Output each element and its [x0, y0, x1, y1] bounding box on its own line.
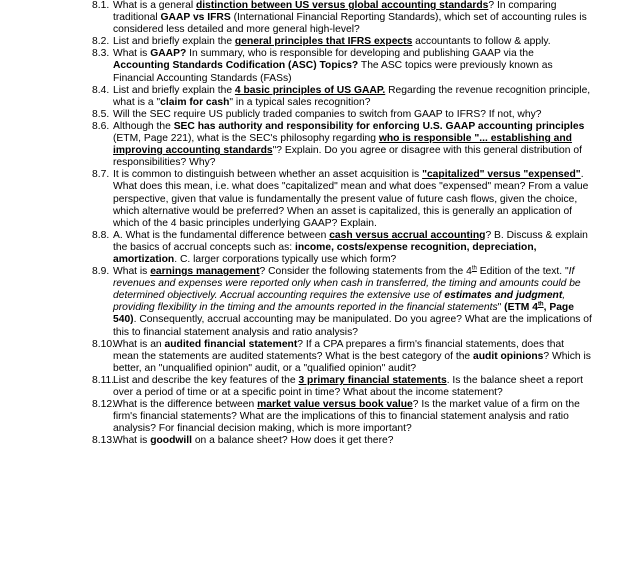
question-item — [92, 339, 592, 375]
question-text: List and briefly explain the — [113, 84, 235, 96]
question-text: 4 basic principles of US GAAP. — [234, 84, 386, 96]
question-text: If revenues and expenses were reported only when cash in transferred, the timing and amounts could be determined objectively. Accrual accounting requires the extensive use of — [113, 266, 581, 302]
question-number: 8.5. — [92, 108, 110, 120]
question-text: "? Explain. Do you agree or disagree with this general distribution of responsibilities? Why? — [113, 145, 582, 169]
question-text: goodwill — [150, 435, 192, 447]
question-text: GAAP vs IFRS — [160, 12, 231, 24]
question-text: " — [497, 302, 505, 314]
question-text: What is — [113, 435, 151, 447]
question-text: ? B. Discuss & explain the basics of accrual concepts such as: — [113, 229, 588, 253]
question-text: accountants to follow & apply. — [412, 36, 551, 48]
question-item — [92, 266, 592, 339]
question-item — [92, 169, 592, 229]
question-item — [92, 0, 592, 36]
question-text: th — [537, 301, 544, 308]
question-item — [92, 435, 592, 447]
question-text: What is a general — [113, 0, 196, 11]
question-text: earnings management — [150, 266, 260, 278]
question-text: A. What is the fundamental difference between — [113, 229, 330, 241]
question-text: What is the difference between — [113, 399, 258, 411]
question-item — [92, 48, 592, 84]
question-text: (International Financial Reporting Standards), which set of accounting rules is considered less detailed and more general high-level? — [113, 12, 587, 36]
question-number: 8.3. — [92, 48, 110, 60]
question-item — [92, 121, 592, 169]
question-text: What is an — [113, 338, 165, 350]
question-text: market value versus book value — [257, 399, 413, 411]
question-number: 8.11. — [92, 374, 115, 386]
question-text: List and briefly explain the — [113, 36, 235, 48]
question-text: Regarding the revenue recognition principle, what is a " — [113, 84, 591, 108]
question-text: What is — [113, 266, 151, 278]
question-text: audited financial statement — [164, 338, 298, 350]
question-text: ? Is the market value of a firm on the firm's financial statements? What are the implications of this to financial statement analysis and ratio analysis? For financial decision making, which is more important? — [113, 399, 580, 435]
question-text: . C. larger corporations typically use which form? — [174, 253, 397, 265]
question-text: SEC has authority and responsibility for enforcing U.S. GAAP accounting principles — [173, 120, 585, 132]
question-text: claim for cash — [160, 96, 230, 108]
question-text: List and describe the key features of the — [113, 374, 299, 386]
question-number: 8.1. — [92, 0, 110, 11]
question-text: (ETM 4 — [504, 302, 538, 314]
question-text: " in a typical sales recognition? — [229, 96, 371, 108]
question-text: income, costs/expense recognition, depreciation, amortization — [113, 241, 537, 265]
question-text: Will the SEC require US publicly traded companies to switch from GAAP to IFRS? If not, why? — [113, 108, 542, 120]
question-text: It is common to distinguish between whether an asset acquisition is — [113, 169, 423, 181]
question-number: 8.9. — [92, 266, 110, 278]
question-text: ? Consider the following statements from the 4 — [259, 266, 472, 278]
question-text: ? Which is better, an "unqualified opinion" audit, or a "qualified opinion" audit? — [113, 350, 591, 374]
question-text: "capitalized" versus "expensed" — [422, 169, 581, 181]
question-text: th — [471, 265, 477, 272]
question-text: , Page 540) — [113, 302, 574, 326]
question-text: In summary, who is responsible for developing and publishing GAAP via the — [186, 48, 534, 60]
question-number: 8.13. — [92, 435, 115, 447]
question-text: general principles that IFRS expects — [234, 36, 413, 48]
question-item — [92, 109, 592, 121]
question-number: 8.10. — [92, 338, 115, 350]
question-number: 8.7. — [92, 169, 110, 181]
question-text: Although the — [113, 120, 174, 132]
question-item — [92, 399, 592, 435]
question-item — [92, 36, 592, 48]
question-text: Accounting Standards Codification (ASC) Topics? — [113, 60, 359, 72]
question-text: on a balance sheet? How does it get there? — [191, 435, 394, 447]
question-text: . What does this mean, i.e. what does "capitalized" mean and what does "expensed" mean? From a value perspective, given that value is fundamentally the present value of future cash flows, given the choice, which alternative would be preferred? When an asset is capitalized, this is generally an application of which of the 4 basic principles underlying GAAP? Explain. — [113, 169, 589, 229]
question-number: 8.8. — [92, 229, 110, 241]
question-text: The ASC topics were previously known as Financial Accounting Standards (FASs) — [113, 60, 553, 84]
question-text: GAAP? — [150, 48, 187, 60]
question-text: ? If a CPA prepares a firm's financial statements, does that mean the statements are audited statements? What is the best category of the — [113, 338, 565, 362]
question-text: distinction between US versus global accounting standards — [196, 0, 489, 11]
question-text: (ETM, Page 221), what is the SEC's philosophy regarding — [113, 133, 379, 145]
question-text: audit opinions — [473, 350, 544, 362]
question-item — [92, 230, 592, 266]
question-number: 8.6. — [92, 120, 110, 132]
question-number: 8.2. — [92, 36, 110, 48]
question-text: What is — [113, 48, 151, 60]
question-text: . Consequently, accrual accounting may be manipulated. Do you agree? What are the implications of this to financial statement analysis and ratio analysis? — [113, 314, 592, 338]
question-text: Edition of the text. " — [476, 266, 569, 278]
question-text: . Is the balance sheet a report over a period of time or at a specific point in time? What about the income statement? — [113, 374, 583, 398]
question-number: 8.12. — [92, 399, 115, 411]
question-item — [92, 85, 592, 109]
question-item — [92, 375, 592, 399]
question-text: , providing flexibility in the timing and the amounts reported in the financial statements — [113, 290, 566, 314]
question-text: 3 primary financial statements — [298, 374, 447, 386]
question-text: ? In comparing traditional — [113, 0, 557, 24]
question-text: estimates and judgment — [444, 290, 563, 302]
question-number: 8.4. — [92, 84, 110, 96]
question-text: who is responsible "... establishing and improving accounting standards — [113, 133, 572, 157]
question-text: cash versus accrual accounting — [329, 229, 486, 241]
